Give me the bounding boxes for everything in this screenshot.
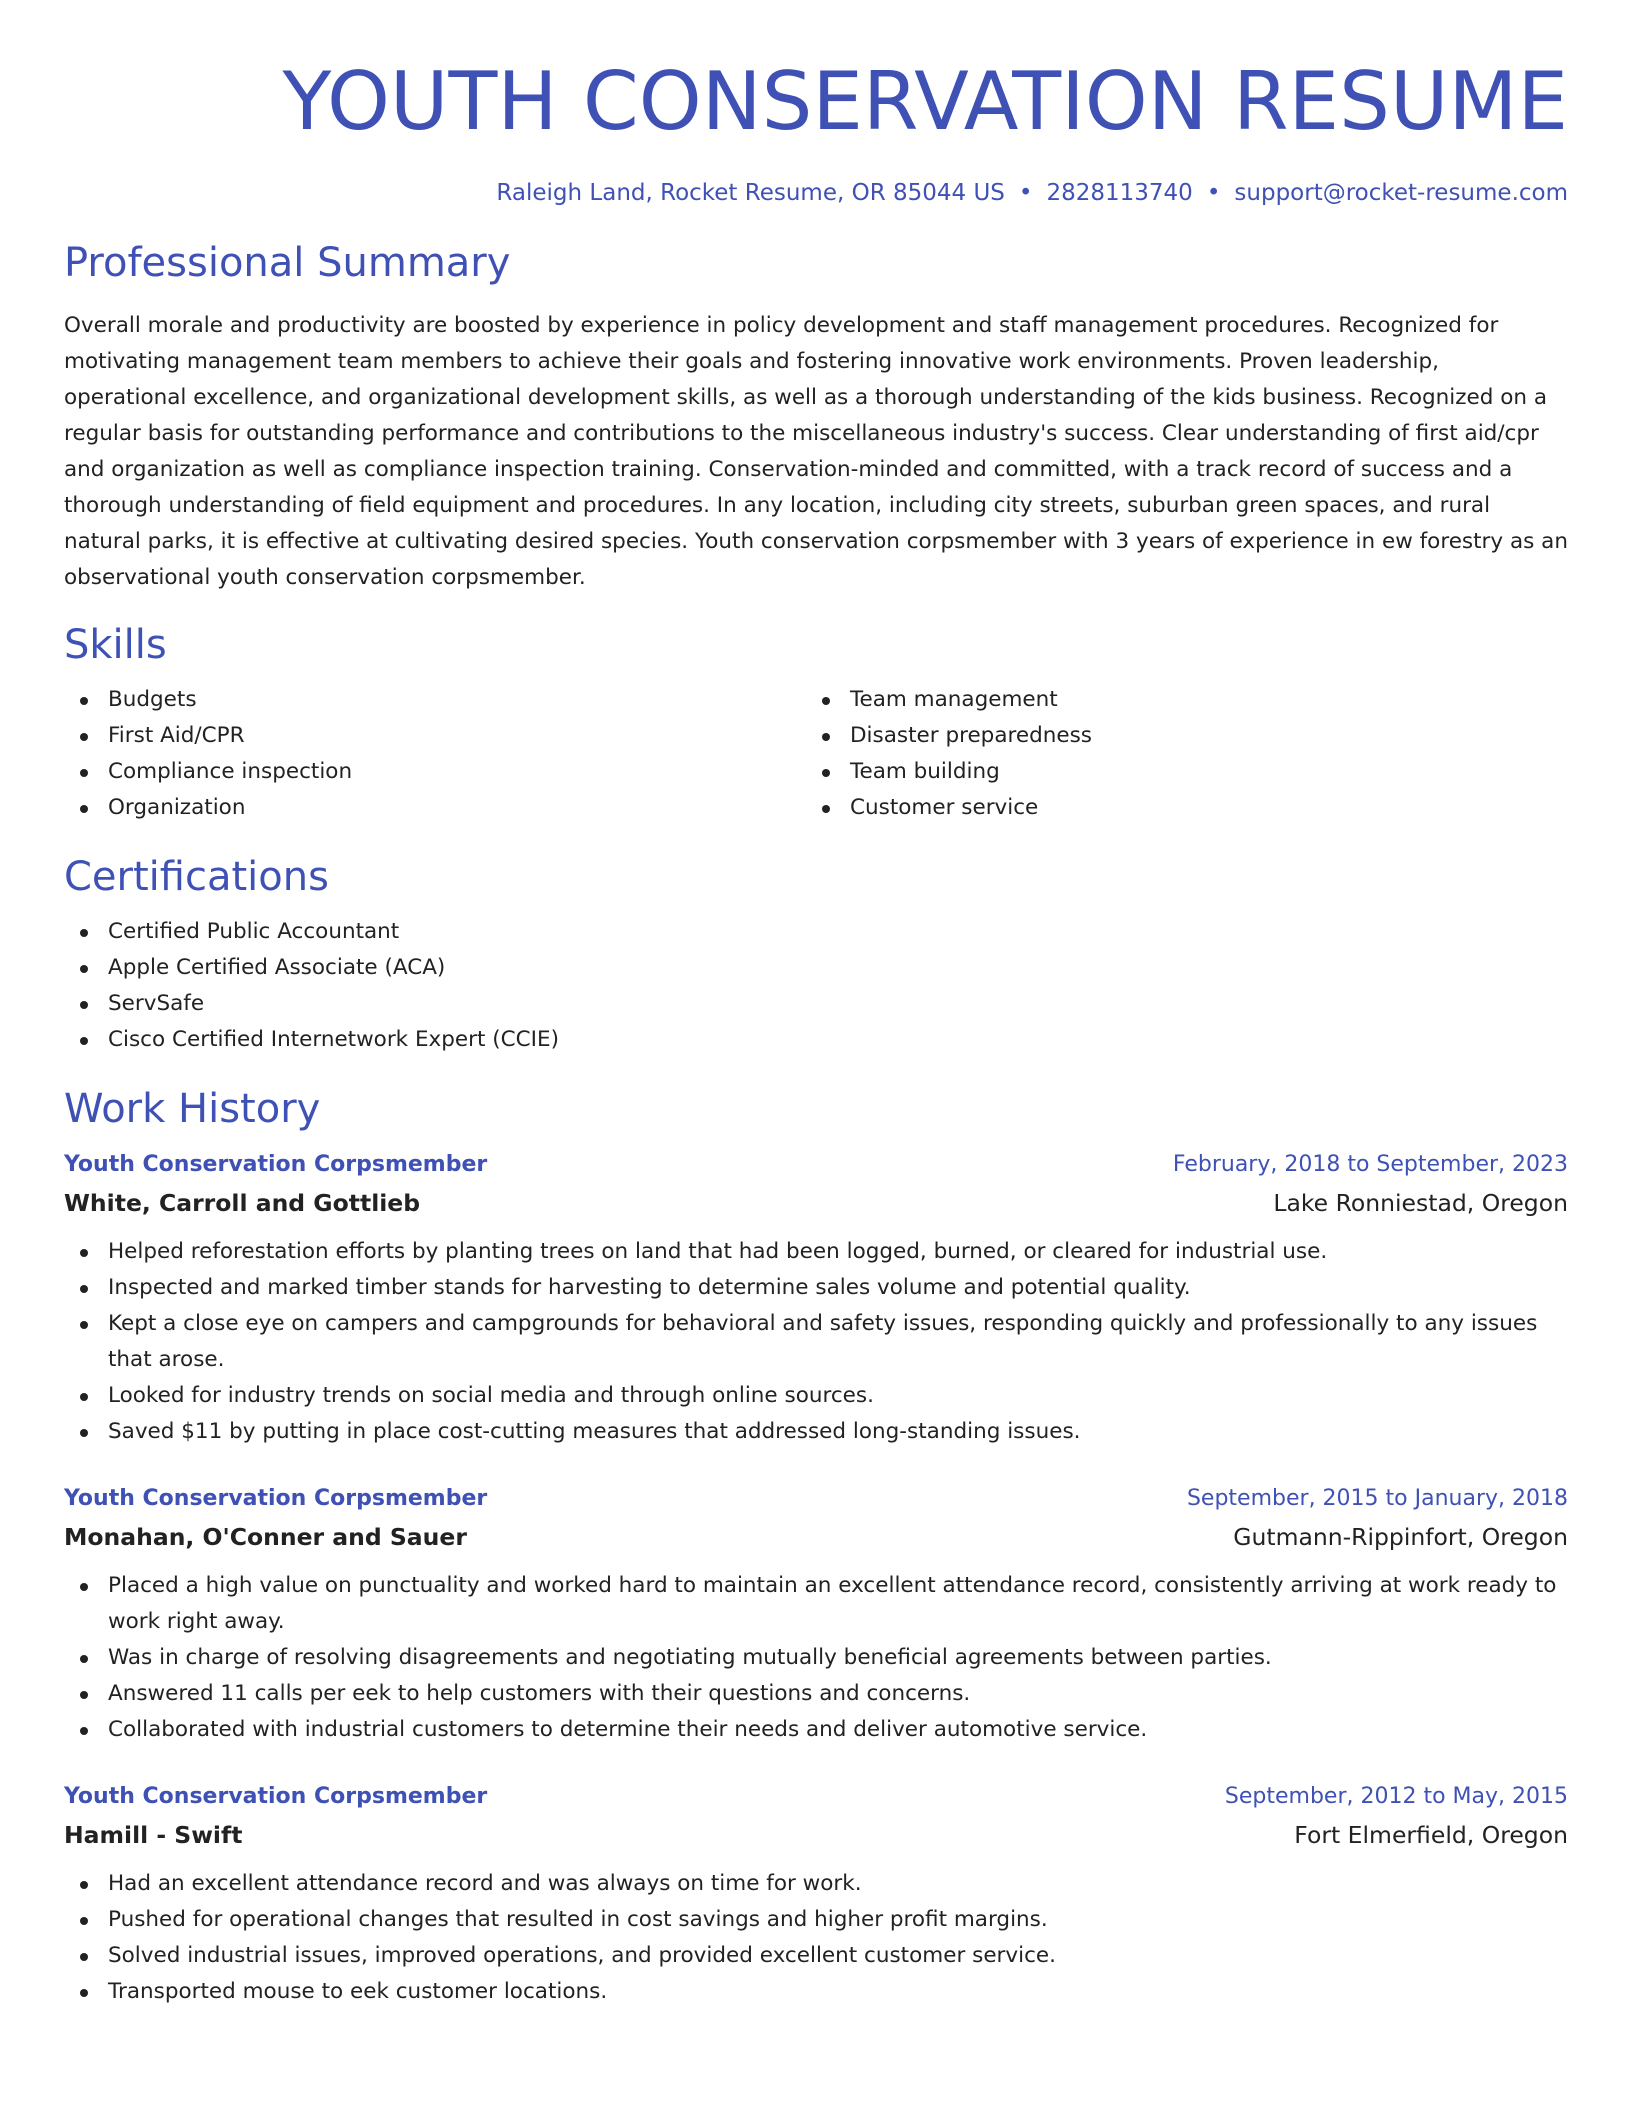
contact-separator: • [1018, 180, 1033, 206]
job-location: Fort Elmerfield, Oregon [1294, 1821, 1568, 1849]
job-location: Lake Ronniestad, Oregon [1273, 1189, 1568, 1217]
job-bullet: Was in charge of resolving disagreements and negotiating mutually beneficial agreements between parties. [64, 1640, 1568, 1676]
contact-address: Raleigh Land, Rocket Resume, OR 85044 US [496, 180, 1005, 206]
certification-item: Cisco Certified Internetwork Expert (CCIE) [64, 1022, 1568, 1058]
skill-item: Team management [806, 682, 1548, 718]
job-bullet: Placed a high value on punctuality and worked hard to maintain an excellent attendance record, consistently arriving at work ready to work right away. [64, 1568, 1568, 1640]
job-bullet: Transported mouse to eek customer locations. [64, 1974, 1568, 2010]
job-entry [64, 1778, 1568, 2010]
work-heading: Work History [64, 1086, 321, 1132]
job-entry [64, 1480, 1568, 1748]
job-bullet: Pushed for operational changes that resulted in cost savings and higher profit margins. [64, 1902, 1568, 1938]
job-bullet: Looked for industry trends on social media and through online sources. [64, 1378, 1568, 1414]
skill-item: Organization [64, 790, 806, 826]
job-bullets [64, 1866, 1568, 2010]
contact-separator: • [1206, 180, 1221, 206]
skill-item: Disaster preparedness [806, 718, 1548, 754]
certifications-heading: Certifications [64, 854, 329, 900]
job-dates: September, 2012 to May, 2015 [1224, 1784, 1568, 1809]
job-title: Youth Conservation Corpsmember [64, 1152, 488, 1177]
skill-item: Team building [806, 754, 1548, 790]
job-subheader [64, 1518, 1568, 1556]
job-bullet: Kept a close eye on campers and campgrounds for behavioral and safety issues, responding quickly and professionally to any issues that arose. [64, 1306, 1568, 1378]
job-company: Hamill - Swift [64, 1821, 243, 1849]
job-bullet: Solved industrial issues, improved operations, and provided excellent customer service. [64, 1938, 1568, 1974]
job-bullet: Collaborated with industrial customers to determine their needs and deliver automotive service. [64, 1712, 1568, 1748]
job-header [64, 1146, 1568, 1184]
skills-columns [64, 682, 1568, 826]
certification-item: Apple Certified Associate (ACA) [64, 950, 1568, 986]
job-company: Monahan, O'Conner and Sauer [64, 1523, 467, 1551]
certification-item: Certified Public Accountant [64, 914, 1568, 950]
summary-section [64, 238, 1568, 596]
contact-line [64, 178, 1568, 208]
skill-item: Budgets [64, 682, 806, 718]
job-title: Youth Conservation Corpsmember [64, 1486, 488, 1511]
resume-page [64, 0, 1568, 2010]
job-dates: February, 2018 to September, 2023 [1172, 1152, 1568, 1177]
contact-email[interactable]: support@rocket-resume.com [1234, 180, 1568, 206]
job-entry [64, 1146, 1568, 1450]
contact-phone[interactable]: 2828113740 [1046, 180, 1193, 206]
skill-item: Customer service [806, 790, 1548, 826]
job-bullet: Inspected and marked timber stands for harvesting to determine sales volume and potential quality. [64, 1270, 1568, 1306]
skills-left-list [64, 682, 806, 826]
job-bullet: Had an excellent attendance record and was always on time for work. [64, 1866, 1568, 1902]
certification-item: ServSafe [64, 986, 1568, 1022]
skill-item: First Aid/CPR [64, 718, 806, 754]
summary-text: Overall morale and productivity are boosted by experience in policy development and staff management procedures. Recognized for motivating management team members to achieve their goals and fostering innovative work environments. Proven leadership, operational excellence, and organizational development skills, as well as a thorough understanding of the kids business. Recognized on a regular basis for outstanding performance and contributions to the miscellaneous industry's success. Clear understanding of first aid/cpr and organization as well as compliance inspection training. Conservation-minded and committed, with a track record of success and a thorough understanding of field equipment and procedures. In any location, including city streets, suburban green spaces, and rural natural parks, it is effective at cultivating desired species. Youth conservation corpsmember with 3 years of experience in ew forestry as an observational youth conservation corpsmember. [64, 313, 1568, 590]
job-bullet: Helped reforestation efforts by planting trees on land that had been logged, burned, or cleared for industrial use. [64, 1234, 1568, 1270]
resume-title: YOUTH CONSERVATION RESUME [282, 55, 1568, 148]
summary-heading: Professional Summary [64, 240, 511, 286]
certifications-section [64, 852, 1568, 1058]
job-bullet: Saved $11 by putting in place cost-cutting measures that addressed long-standing issues. [64, 1414, 1568, 1450]
job-dates: September, 2015 to January, 2018 [1186, 1486, 1568, 1511]
job-subheader [64, 1816, 1568, 1854]
work-section [64, 1084, 1568, 2010]
job-location: Gutmann-Rippinfort, Oregon [1233, 1523, 1568, 1551]
skill-item: Compliance inspection [64, 754, 806, 790]
skills-heading: Skills [64, 622, 167, 668]
job-subheader [64, 1184, 1568, 1222]
job-header [64, 1778, 1568, 1816]
job-bullets [64, 1568, 1568, 1748]
skills-section [64, 620, 1568, 826]
job-header [64, 1480, 1568, 1518]
skills-right-list [806, 682, 1548, 826]
job-title: Youth Conservation Corpsmember [64, 1784, 488, 1809]
job-bullet: Answered 11 calls per eek to help customers with their questions and concerns. [64, 1676, 1568, 1712]
job-company: White, Carroll and Gottlieb [64, 1189, 421, 1217]
certifications-list [64, 914, 1568, 1058]
job-bullets [64, 1234, 1568, 1450]
